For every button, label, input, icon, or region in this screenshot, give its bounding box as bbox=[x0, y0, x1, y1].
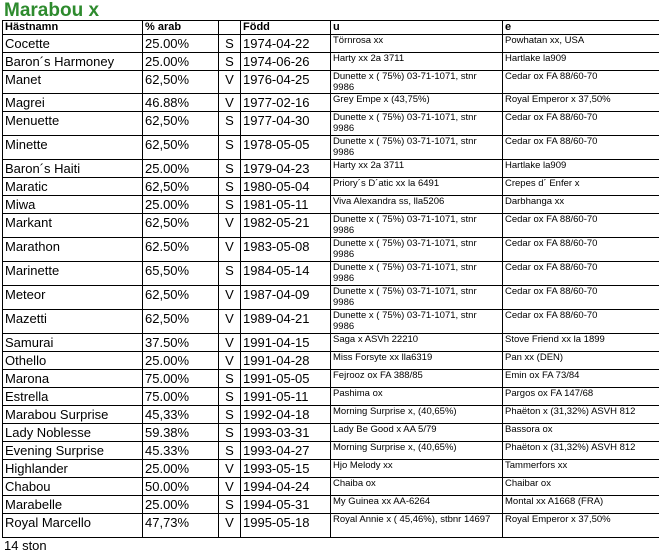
cell-sire: Cedar ox FA 88/60-70 bbox=[503, 310, 659, 334]
table-row bbox=[3, 112, 659, 136]
cell-sire: Darbhanga xx bbox=[503, 196, 659, 214]
header-e: e bbox=[503, 21, 659, 35]
cell-dam: Chaiba ox bbox=[331, 478, 503, 496]
cell-sire: Montal xx A1668 (FRA) bbox=[503, 496, 659, 514]
cell-born-date: 1991-04-15 bbox=[241, 334, 331, 352]
cell-born-date: 1977-04-30 bbox=[241, 112, 331, 136]
cell-dam: Morning Surprise x, (40,65%) bbox=[331, 442, 503, 460]
cell-arab-percent: 50.00% bbox=[143, 478, 219, 496]
cell-born-date: 1991-05-11 bbox=[241, 388, 331, 406]
cell-arab-percent: 25.00% bbox=[143, 160, 219, 178]
cell-sex: V bbox=[219, 310, 241, 334]
cell-arab-percent: 62,50% bbox=[143, 112, 219, 136]
cell-horse-name: Mazetti bbox=[3, 310, 143, 334]
cell-sex: V bbox=[219, 334, 241, 352]
cell-arab-percent: 62,50% bbox=[143, 136, 219, 160]
cell-sex: S bbox=[219, 406, 241, 424]
cell-dam: Saga x ASVh 22210 bbox=[331, 334, 503, 352]
cell-horse-name: Marona bbox=[3, 370, 143, 388]
table-row bbox=[3, 496, 659, 514]
cell-horse-name: Baron´s Haiti bbox=[3, 160, 143, 178]
table-row bbox=[3, 406, 659, 424]
cell-dam: Morning Surprise x, (40,65%) bbox=[331, 406, 503, 424]
cell-sex: S bbox=[219, 178, 241, 196]
cell-born-date: 1995-05-18 bbox=[241, 514, 331, 538]
cell-arab-percent: 25.00% bbox=[143, 53, 219, 71]
cell-arab-percent: 25.00% bbox=[143, 496, 219, 514]
cell-dam: Priory´s D´atic xx la 6491 bbox=[331, 178, 503, 196]
cell-sire: Powhatan xx, USA bbox=[503, 35, 659, 53]
cell-sex: V bbox=[219, 514, 241, 538]
cell-horse-name: Marabou Surprise bbox=[3, 406, 143, 424]
cell-horse-name: Minette bbox=[3, 136, 143, 160]
cell-arab-percent: 25.00% bbox=[143, 460, 219, 478]
cell-sire: Stove Friend xx la 1899 bbox=[503, 334, 659, 352]
cell-sex: V bbox=[219, 478, 241, 496]
cell-sire: Cedar ox FA 88/60-70 bbox=[503, 238, 659, 262]
cell-sex: V bbox=[219, 71, 241, 94]
cell-horse-name: Baron´s Harmoney bbox=[3, 53, 143, 71]
cell-sex: S bbox=[219, 388, 241, 406]
cell-horse-name: Miwa bbox=[3, 196, 143, 214]
cell-born-date: 1994-05-31 bbox=[241, 496, 331, 514]
cell-horse-name: Maratic bbox=[3, 178, 143, 196]
cell-sex: S bbox=[219, 196, 241, 214]
cell-dam: Pashima ox bbox=[331, 388, 503, 406]
cell-dam: Dunette x ( 75%) 03-71-1071, stnr 9986 bbox=[331, 112, 503, 136]
table-row bbox=[3, 478, 659, 496]
cell-sire: Hartlake la909 bbox=[503, 160, 659, 178]
cell-born-date: 1989-04-21 bbox=[241, 310, 331, 334]
cell-sex: S bbox=[219, 136, 241, 160]
cell-sire: Tammerfors xx bbox=[503, 460, 659, 478]
cell-sire: Emin ox FA 73/84 bbox=[503, 370, 659, 388]
cell-sire: Royal Emperor x 37,50% bbox=[503, 94, 659, 112]
table-row bbox=[3, 310, 659, 334]
cell-born-date: 1993-04-27 bbox=[241, 442, 331, 460]
cell-sex: S bbox=[219, 370, 241, 388]
cell-born-date: 1994-04-24 bbox=[241, 478, 331, 496]
cell-horse-name: Marathon bbox=[3, 238, 143, 262]
cell-horse-name: Marinette bbox=[3, 262, 143, 286]
table-row bbox=[3, 424, 659, 442]
cell-born-date: 1983-05-08 bbox=[241, 238, 331, 262]
cell-dam: My Guinea xx AA-6264 bbox=[331, 496, 503, 514]
cell-born-date: 1993-03-31 bbox=[241, 424, 331, 442]
table-row bbox=[3, 352, 659, 370]
cell-arab-percent: 45,33% bbox=[143, 406, 219, 424]
cell-arab-percent: 47,73% bbox=[143, 514, 219, 538]
cell-arab-percent: 62,50% bbox=[143, 178, 219, 196]
cell-sire: Phaëton x (31,32%) ASVH 812 bbox=[503, 406, 659, 424]
cell-arab-percent: 62,50% bbox=[143, 310, 219, 334]
table-row bbox=[3, 196, 659, 214]
cell-arab-percent: 75.00% bbox=[143, 388, 219, 406]
table-row bbox=[3, 370, 659, 388]
table-row bbox=[3, 334, 659, 352]
cell-dam: Dunette x ( 75%) 03-71-1071, stnr 9986 bbox=[331, 136, 503, 160]
cell-sire: Bassora ox bbox=[503, 424, 659, 442]
cell-born-date: 1993-05-15 bbox=[241, 460, 331, 478]
cell-born-date: 1991-05-05 bbox=[241, 370, 331, 388]
table-row bbox=[3, 160, 659, 178]
cell-horse-name: Marabelle bbox=[3, 496, 143, 514]
cell-sex: V bbox=[219, 238, 241, 262]
cell-dam: Dunette x ( 75%) 03-71-1071, stnr 9986 bbox=[331, 214, 503, 238]
cell-arab-percent: 25.00% bbox=[143, 352, 219, 370]
cell-born-date: 1984-05-14 bbox=[241, 262, 331, 286]
cell-dam: Dunette x ( 75%) 03-71-1071, stnr 9986 bbox=[331, 310, 503, 334]
cell-dam: Miss Forsyte xx lla6319 bbox=[331, 352, 503, 370]
header-sex bbox=[219, 21, 241, 35]
cell-dam: Hjo Melody xx bbox=[331, 460, 503, 478]
cell-dam: Lady Be Good x AA 5/79 bbox=[331, 424, 503, 442]
cell-horse-name: Manet bbox=[3, 71, 143, 94]
cell-sex: S bbox=[219, 496, 241, 514]
cell-dam: Fejrooz ox FA 388/85 bbox=[331, 370, 503, 388]
cell-sire: Crepes d´ Enfer x bbox=[503, 178, 659, 196]
cell-arab-percent: 59.38% bbox=[143, 424, 219, 442]
header-u: u bbox=[331, 21, 503, 35]
table-row bbox=[3, 53, 659, 71]
cell-dam: Grey Empe x (43,75%) bbox=[331, 94, 503, 112]
cell-sex: S bbox=[219, 262, 241, 286]
cell-arab-percent: 62,50% bbox=[143, 71, 219, 94]
table-header-row bbox=[3, 21, 659, 35]
cell-sire: Cedar ox FA 88/60-70 bbox=[503, 71, 659, 94]
table-row bbox=[3, 442, 659, 460]
table-row bbox=[3, 178, 659, 196]
cell-horse-name: Cocette bbox=[3, 35, 143, 53]
cell-born-date: 1991-04-28 bbox=[241, 352, 331, 370]
cell-arab-percent: 25.00% bbox=[143, 196, 219, 214]
cell-horse-name: Samurai bbox=[3, 334, 143, 352]
cell-sire: Cedar ox FA 88/60-70 bbox=[503, 262, 659, 286]
cell-sex: S bbox=[219, 160, 241, 178]
cell-born-date: 1981-05-11 bbox=[241, 196, 331, 214]
cell-dam: Dunette x ( 75%) 03-71-1071, stnr 9986 bbox=[331, 286, 503, 310]
cell-sex: S bbox=[219, 442, 241, 460]
table-row bbox=[3, 238, 659, 262]
header-arab: % arab bbox=[143, 21, 219, 35]
cell-sire: Phaëton x (31,32%) ASVH 812 bbox=[503, 442, 659, 460]
cell-born-date: 1992-04-18 bbox=[241, 406, 331, 424]
cell-arab-percent: 62.50% bbox=[143, 238, 219, 262]
cell-dam: Harty xx 2a 3711 bbox=[331, 53, 503, 71]
table-row bbox=[3, 136, 659, 160]
cell-dam: Dunette x ( 75%) 03-71-1071, stnr 9986 bbox=[331, 238, 503, 262]
cell-horse-name: Highlander bbox=[3, 460, 143, 478]
cell-arab-percent: 25.00% bbox=[143, 35, 219, 53]
cell-born-date: 1982-05-21 bbox=[241, 214, 331, 238]
table-row bbox=[3, 35, 659, 53]
cell-born-date: 1980-05-04 bbox=[241, 178, 331, 196]
cell-born-date: 1978-05-05 bbox=[241, 136, 331, 160]
footer-note: 14 ston bbox=[4, 538, 47, 553]
cell-dam: Viva Alexandra ss, lla5206 bbox=[331, 196, 503, 214]
cell-born-date: 1974-04-22 bbox=[241, 35, 331, 53]
table-row bbox=[3, 262, 659, 286]
cell-sex: V bbox=[219, 460, 241, 478]
cell-sex: V bbox=[219, 214, 241, 238]
cell-sex: V bbox=[219, 352, 241, 370]
table-row bbox=[3, 514, 659, 538]
cell-sire: Cedar ox FA 88/60-70 bbox=[503, 214, 659, 238]
cell-dam: Harty xx 2a 3711 bbox=[331, 160, 503, 178]
cell-sire: Royal Emperor x 37,50% bbox=[503, 514, 659, 538]
table-row bbox=[3, 286, 659, 310]
cell-arab-percent: 62,50% bbox=[143, 214, 219, 238]
cell-sex: S bbox=[219, 35, 241, 53]
header-born: Född bbox=[241, 21, 331, 35]
cell-dam: Royal Annie x ( 45,46%), stbnr 14697 bbox=[331, 514, 503, 538]
cell-arab-percent: 37.50% bbox=[143, 334, 219, 352]
cell-born-date: 1979-04-23 bbox=[241, 160, 331, 178]
cell-horse-name: Estrella bbox=[3, 388, 143, 406]
cell-horse-name: Chabou bbox=[3, 478, 143, 496]
cell-arab-percent: 46.88% bbox=[143, 94, 219, 112]
cell-dam: Dunette x ( 75%) 03-71-1071, stnr 9986 bbox=[331, 71, 503, 94]
cell-arab-percent: 45.33% bbox=[143, 442, 219, 460]
cell-arab-percent: 65,50% bbox=[143, 262, 219, 286]
cell-sex: S bbox=[219, 112, 241, 136]
cell-arab-percent: 75.00% bbox=[143, 370, 219, 388]
cell-horse-name: Menuette bbox=[3, 112, 143, 136]
table-row bbox=[3, 71, 659, 94]
table-row bbox=[3, 94, 659, 112]
header-name: Hästnamn bbox=[3, 21, 143, 35]
cell-born-date: 1974-06-26 bbox=[241, 53, 331, 71]
cell-arab-percent: 62,50% bbox=[143, 286, 219, 310]
cell-sire: Chaibar ox bbox=[503, 478, 659, 496]
cell-dam: Törnrosa xx bbox=[331, 35, 503, 53]
table-row bbox=[3, 388, 659, 406]
cell-born-date: 1977-02-16 bbox=[241, 94, 331, 112]
cell-sire: Pargos ox FA 147/68 bbox=[503, 388, 659, 406]
cell-horse-name: Markant bbox=[3, 214, 143, 238]
cell-born-date: 1976-04-25 bbox=[241, 71, 331, 94]
cell-sex: S bbox=[219, 53, 241, 71]
cell-sex: V bbox=[219, 286, 241, 310]
horse-table bbox=[2, 20, 659, 538]
cell-horse-name: Magrei bbox=[3, 94, 143, 112]
cell-sire: Pan xx (DEN) bbox=[503, 352, 659, 370]
cell-horse-name: Lady Noblesse bbox=[3, 424, 143, 442]
cell-horse-name: Royal Marcello bbox=[3, 514, 143, 538]
table-row bbox=[3, 214, 659, 238]
cell-sire: Cedar ox FA 88/60-70 bbox=[503, 286, 659, 310]
page-title: Marabou x bbox=[4, 0, 100, 21]
table-row bbox=[3, 460, 659, 478]
cell-dam: Dunette x ( 75%) 03-71-1071, stnr 9986 bbox=[331, 262, 503, 286]
cell-horse-name: Meteor bbox=[3, 286, 143, 310]
cell-sire: Cedar ox FA 88/60-70 bbox=[503, 136, 659, 160]
cell-horse-name: Othello bbox=[3, 352, 143, 370]
cell-sex: S bbox=[219, 424, 241, 442]
cell-sire: Cedar ox FA 88/60-70 bbox=[503, 112, 659, 136]
cell-sire: Hartlake la909 bbox=[503, 53, 659, 71]
cell-born-date: 1987-04-09 bbox=[241, 286, 331, 310]
cell-sex: V bbox=[219, 94, 241, 112]
cell-horse-name: Evening Surprise bbox=[3, 442, 143, 460]
